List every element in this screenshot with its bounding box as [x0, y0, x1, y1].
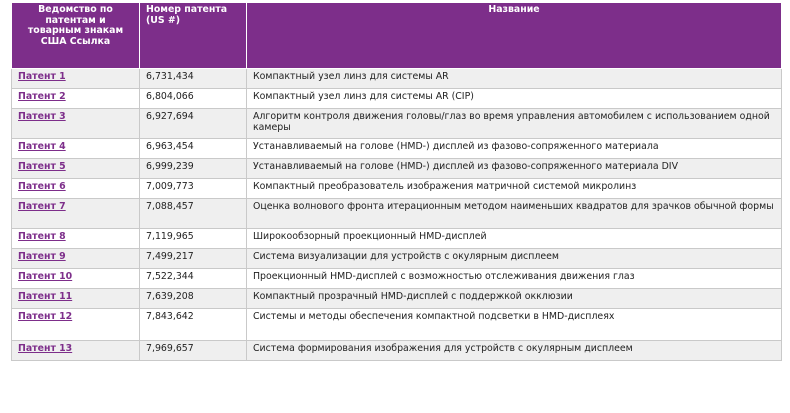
patent-number-cell: 6,731,434 — [140, 69, 247, 89]
header-agency-link: Ведомство по патентам и товарным знакам США Ссылка — [12, 3, 140, 69]
patent-title-cell: Алгоритм контроля движения головы/глаз во время управления автомобилем с использованием одной камеры — [247, 109, 782, 139]
patent-link[interactable]: Патент 8 — [18, 231, 66, 242]
patents-table — [11, 2, 782, 361]
table-row — [12, 69, 782, 89]
patent-link[interactable]: Патент 9 — [18, 251, 66, 262]
patent-title-cell: Широкообзорный проекционный HMD-дисплей — [247, 229, 782, 249]
link-cell — [12, 309, 140, 341]
patent-number-cell: 6,963,454 — [140, 139, 247, 159]
link-cell — [12, 269, 140, 289]
patent-title-cell: Система визуализации для устройств с окулярным дисплеем — [247, 249, 782, 269]
table-row — [12, 309, 782, 341]
patent-number-cell: 7,639,208 — [140, 289, 247, 309]
table-row — [12, 89, 782, 109]
table-row — [12, 109, 782, 139]
link-cell — [12, 109, 140, 139]
patent-number-cell: 7,009,773 — [140, 179, 247, 199]
patent-title-cell: Компактный узел линз для системы AR — [247, 69, 782, 89]
patent-number-cell: 7,119,965 — [140, 229, 247, 249]
table-row — [12, 139, 782, 159]
header-row — [12, 3, 782, 69]
patent-title-cell: Система формирования изображения для устройств с окулярным дисплеем — [247, 341, 782, 361]
link-cell — [12, 289, 140, 309]
patent-title-cell: Компактный прозрачный HMD-дисплей с поддержкой окклюзии — [247, 289, 782, 309]
patent-title-cell: Компактный преобразователь изображения матричной системой микролинз — [247, 179, 782, 199]
patent-number-cell: 7,843,642 — [140, 309, 247, 341]
table-row — [12, 179, 782, 199]
table-row — [12, 199, 782, 229]
table-header — [12, 3, 782, 69]
table-row — [12, 159, 782, 179]
table-row — [12, 269, 782, 289]
patent-link[interactable]: Патент 6 — [18, 181, 66, 192]
patent-link[interactable]: Патент 2 — [18, 91, 66, 102]
patent-link[interactable]: Патент 4 — [18, 141, 66, 152]
patent-title-cell: Устанавливаемый на голове (HMD-) дисплей из фазово-сопряженного материала — [247, 139, 782, 159]
link-cell — [12, 159, 140, 179]
table-body — [12, 69, 782, 361]
patent-number-cell: 7,088,457 — [140, 199, 247, 229]
header-patent-number: Номер патента (US #) — [140, 3, 247, 69]
link-cell — [12, 139, 140, 159]
patent-number-cell: 7,522,344 — [140, 269, 247, 289]
patent-number-cell: 6,999,239 — [140, 159, 247, 179]
patent-link[interactable]: Патент 3 — [18, 111, 66, 122]
patent-number-cell: 6,927,694 — [140, 109, 247, 139]
table-row — [12, 249, 782, 269]
patent-link[interactable]: Патент 11 — [18, 291, 73, 302]
patent-link[interactable]: Патент 10 — [18, 271, 73, 282]
link-cell — [12, 69, 140, 89]
link-cell — [12, 341, 140, 361]
patent-link[interactable]: Патент 7 — [18, 201, 66, 212]
patent-title-cell: Системы и методы обеспечения компактной подсветки в HMD-дисплеях — [247, 309, 782, 341]
patent-title-cell: Оценка волнового фронта итерационным методом наименьших квадратов для зрачков обычной формы — [247, 199, 782, 229]
link-cell — [12, 229, 140, 249]
patent-link[interactable]: Патент 13 — [18, 343, 73, 354]
patent-link[interactable]: Патент 12 — [18, 311, 73, 322]
table-row — [12, 289, 782, 309]
link-cell — [12, 199, 140, 229]
patent-title-cell: Компактный узел линз для системы AR (CIP) — [247, 89, 782, 109]
patent-title-cell: Устанавливаемый на голове (HMD-) дисплей из фазово-сопряженного материала DIV — [247, 159, 782, 179]
patent-number-cell: 7,499,217 — [140, 249, 247, 269]
link-cell — [12, 249, 140, 269]
patent-number-cell: 7,969,657 — [140, 341, 247, 361]
link-cell — [12, 89, 140, 109]
patent-title-cell: Проекционный HMD-дисплей с возможностью отслеживания движения глаз — [247, 269, 782, 289]
link-cell — [12, 179, 140, 199]
table-row — [12, 341, 782, 361]
patent-link[interactable]: Патент 1 — [18, 71, 66, 82]
table-row — [12, 229, 782, 249]
patent-number-cell: 6,804,066 — [140, 89, 247, 109]
header-title: Название — [247, 3, 782, 69]
patent-link[interactable]: Патент 5 — [18, 161, 66, 172]
